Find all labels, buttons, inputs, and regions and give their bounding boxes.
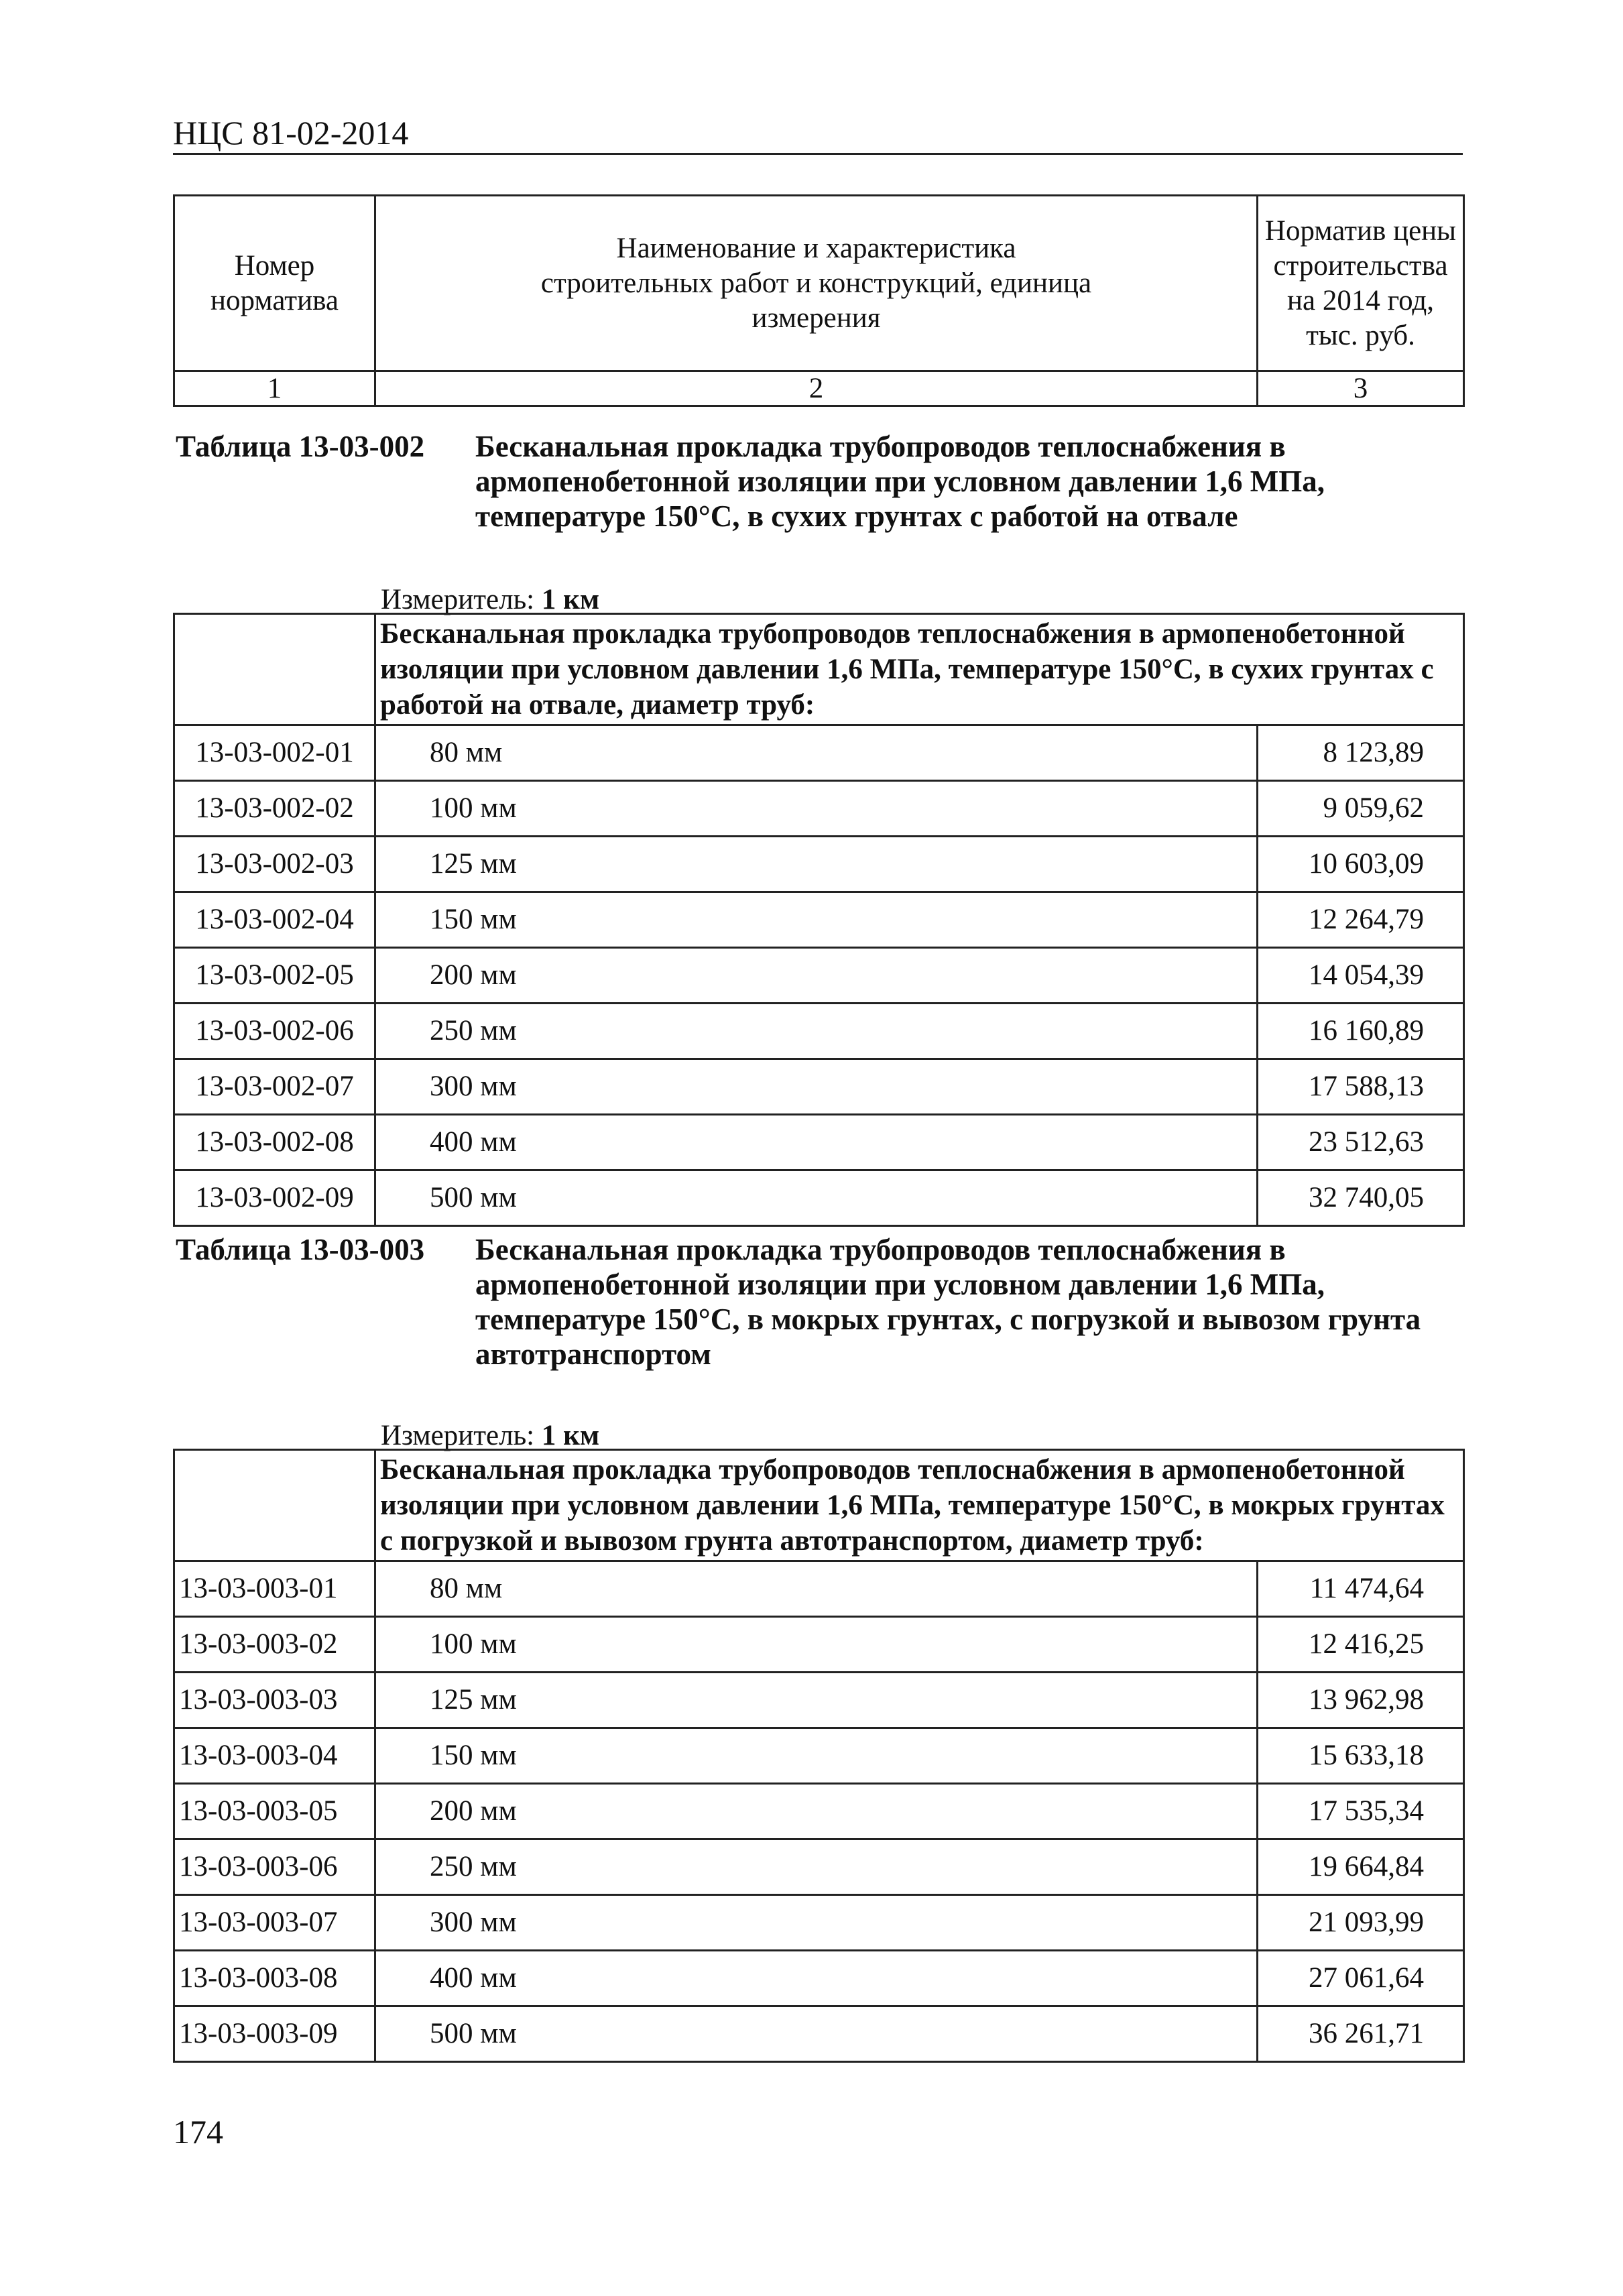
norm-price: 12 264,79	[1258, 892, 1464, 948]
pipe-diameter: 400 мм	[375, 1115, 1258, 1170]
table-row	[174, 1728, 1464, 1784]
table-caption-text: Бесканальная прокладка трубопроводов теплоснабжения в армопенобетонной изоляции при условном давлении 1,6 МПа, температуре 150°С, в сухих грунтах с работой на отвале	[475, 430, 1325, 533]
norm-code: 13-03-002-07	[174, 1059, 375, 1115]
table-row	[174, 1004, 1464, 1059]
norm-price: 14 054,39	[1258, 948, 1464, 1004]
unit-value: 1 км	[541, 584, 600, 615]
norm-code: 13-03-003-07	[174, 1895, 375, 1951]
table-row	[174, 892, 1464, 948]
table-row	[174, 1784, 1464, 1839]
table-row	[174, 1170, 1464, 1226]
norm-price: 32 740,05	[1258, 1170, 1464, 1226]
norm-price: 36 261,71	[1258, 2006, 1464, 2062]
pipe-diameter: 250 мм	[375, 1839, 1258, 1895]
unit-label: Измеритель:	[381, 584, 535, 615]
pipe-diameter: 80 мм	[375, 1561, 1258, 1617]
table-caption-prefix: Таблица 13-03-002	[176, 430, 425, 463]
description-empty-cell	[174, 614, 375, 725]
norm-code: 13-03-002-04	[174, 892, 375, 948]
norm-code: 13-03-002-05	[174, 948, 375, 1004]
norm-price: 8 123,89	[1258, 725, 1464, 781]
table-description: Бесканальная прокладка трубопроводов теплоснабжения в армопенобетонной изоляции при условном давлении 1,6 МПа, температуре 150°С, в сухих грунтах с работой на отвале, диаметр труб:	[375, 614, 1464, 725]
pipe-diameter: 150 мм	[375, 1728, 1258, 1784]
table-row	[174, 1895, 1464, 1951]
table-row	[174, 837, 1464, 892]
pipe-diameter: 400 мм	[375, 1951, 1258, 2006]
description-row	[174, 1450, 1464, 1561]
norm-price: 9 059,62	[1258, 781, 1464, 837]
table-row	[174, 1617, 1464, 1673]
norm-price: 27 061,64	[1258, 1951, 1464, 2006]
norm-code: 13-03-003-04	[174, 1728, 375, 1784]
norm-code: 13-03-003-02	[174, 1617, 375, 1673]
description-row	[174, 614, 1464, 725]
pipe-diameter: 200 мм	[375, 948, 1258, 1004]
table-row	[174, 1839, 1464, 1895]
table-row	[174, 1059, 1464, 1115]
page-number: 174	[173, 2113, 223, 2151]
table-row	[174, 1561, 1464, 1617]
unit-label-13-03-003	[381, 1419, 599, 1453]
pipe-diameter: 200 мм	[375, 1784, 1258, 1839]
description-empty-cell	[174, 1450, 375, 1561]
header-rule	[173, 153, 1463, 155]
unit-label-13-03-002	[381, 583, 599, 617]
column-number-3: 3	[1258, 371, 1464, 406]
column-header-name: Наименование и характеристика строительных работ и конструкций, единица измерения	[375, 196, 1258, 371]
table-row	[174, 1115, 1464, 1170]
norm-code: 13-03-002-08	[174, 1115, 375, 1170]
norm-code: 13-03-003-09	[174, 2006, 375, 2062]
column-number-2: 2	[375, 371, 1258, 406]
table-description: Бесканальная прокладка трубопроводов теплоснабжения в армопенобетонной изоляции при условном давлении 1,6 МПа, температуре 150°С, в мокрых грунтах с погрузкой и вывозом грунта автотранспортом, диаметр труб:	[375, 1450, 1464, 1561]
pipe-diameter: 125 мм	[375, 1673, 1258, 1728]
pipe-diameter: 125 мм	[375, 837, 1258, 892]
norm-code: 13-03-003-03	[174, 1673, 375, 1728]
norm-price: 15 633,18	[1258, 1728, 1464, 1784]
table-row	[174, 948, 1464, 1004]
pipe-diameter: 250 мм	[375, 1004, 1258, 1059]
norm-code: 13-03-003-05	[174, 1784, 375, 1839]
table-row	[174, 2006, 1464, 2062]
norm-code: 13-03-003-08	[174, 1951, 375, 2006]
column-header-price: Норматив цены строительства на 2014 год, тыс. руб.	[1258, 196, 1464, 371]
pipe-diameter: 150 мм	[375, 892, 1258, 948]
column-header-number: Номер норматива	[174, 196, 375, 371]
table-caption-13-03-002	[176, 429, 1436, 534]
table-caption-text: Бесканальная прокладка трубопроводов теплоснабжения в армопенобетонной изоляции при условном давлении 1,6 МПа, температуре 150°С, в мокрых грунтах, с погрузкой и вывозом грунта автотранспортом	[475, 1233, 1421, 1371]
norm-code: 13-03-003-01	[174, 1561, 375, 1617]
pipe-diameter: 300 мм	[375, 1895, 1258, 1951]
norm-price: 17 535,34	[1258, 1784, 1464, 1839]
pipe-diameter: 300 мм	[375, 1059, 1258, 1115]
table-row	[174, 1951, 1464, 2006]
norm-price: 10 603,09	[1258, 837, 1464, 892]
table-row	[174, 725, 1464, 781]
price-table-13-03-002	[173, 613, 1465, 1227]
pipe-diameter: 500 мм	[375, 1170, 1258, 1226]
norm-code: 13-03-002-03	[174, 837, 375, 892]
table-caption-prefix: Таблица 13-03-003	[176, 1233, 425, 1266]
norm-code: 13-03-002-01	[174, 725, 375, 781]
column-number-row	[174, 371, 1464, 406]
unit-value: 1 км	[541, 1420, 600, 1451]
norm-price: 17 588,13	[1258, 1059, 1464, 1115]
column-header-row	[174, 196, 1464, 371]
norm-code: 13-03-002-09	[174, 1170, 375, 1226]
pipe-diameter: 100 мм	[375, 781, 1258, 837]
norm-price: 23 512,63	[1258, 1115, 1464, 1170]
table-row	[174, 1673, 1464, 1728]
price-table-13-03-003	[173, 1449, 1465, 2063]
norm-price: 21 093,99	[1258, 1895, 1464, 1951]
pipe-diameter: 500 мм	[375, 2006, 1258, 2062]
unit-label: Измеритель:	[381, 1420, 535, 1451]
norm-price: 19 664,84	[1258, 1839, 1464, 1895]
norm-price: 11 474,64	[1258, 1561, 1464, 1617]
column-number-1: 1	[174, 371, 375, 406]
table-caption-13-03-003	[176, 1232, 1436, 1372]
document-code: НЦС 81-02-2014	[173, 114, 409, 152]
pipe-diameter: 80 мм	[375, 725, 1258, 781]
norm-code: 13-03-002-02	[174, 781, 375, 837]
norm-code: 13-03-002-06	[174, 1004, 375, 1059]
norm-price: 13 962,98	[1258, 1673, 1464, 1728]
norm-code: 13-03-003-06	[174, 1839, 375, 1895]
pipe-diameter: 100 мм	[375, 1617, 1258, 1673]
norm-price: 16 160,89	[1258, 1004, 1464, 1059]
column-header-table	[173, 194, 1465, 407]
table-row	[174, 781, 1464, 837]
norm-price: 12 416,25	[1258, 1617, 1464, 1673]
